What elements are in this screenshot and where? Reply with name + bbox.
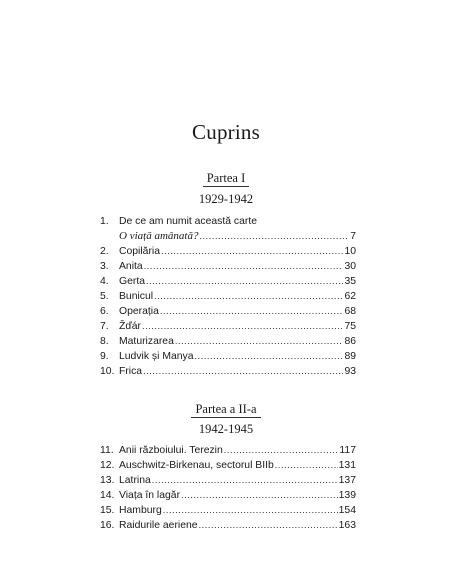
toc-entry-page: 117 bbox=[339, 445, 356, 456]
toc-entry-number: 13. bbox=[100, 475, 115, 486]
leader-dots bbox=[142, 319, 343, 334]
toc-entry-number: 7. bbox=[100, 321, 109, 332]
toc-entry-3[interactable] bbox=[100, 259, 356, 274]
toc-entry-number: 8. bbox=[100, 336, 109, 347]
leader-dots bbox=[199, 229, 349, 244]
toc-entry-label: Latrina bbox=[119, 475, 151, 486]
toc-entry-label-italic: O viață amânată? bbox=[119, 230, 199, 242]
toc-entry-number: 14. bbox=[100, 490, 115, 501]
part-1-years: 1929-1942 bbox=[198, 192, 254, 206]
toc-entry-9[interactable] bbox=[100, 349, 356, 364]
toc-entry-page: 7 bbox=[350, 231, 356, 242]
leader-dots bbox=[144, 259, 344, 274]
toc-entry-number: 11. bbox=[100, 445, 114, 456]
toc-entry-page: 89 bbox=[344, 351, 356, 362]
toc-part-2 bbox=[100, 443, 356, 533]
toc-entry-1[interactable] bbox=[100, 229, 356, 244]
toc-entry-label: Hamburg bbox=[119, 505, 162, 516]
toc-entry-page: 68 bbox=[344, 306, 356, 317]
leader-dots bbox=[160, 304, 344, 319]
toc-entry-8[interactable] bbox=[100, 334, 356, 349]
toc-entry-label: Operația bbox=[119, 306, 159, 317]
part-2-title-text: Partea a II-a bbox=[191, 402, 260, 418]
toc-entry-number: 9. bbox=[100, 351, 109, 362]
toc-entry-page: 154 bbox=[338, 505, 356, 516]
leader-dots bbox=[195, 349, 344, 364]
toc-entry-label: Žďár bbox=[119, 321, 141, 332]
toc-entry-11[interactable] bbox=[100, 443, 356, 458]
leader-dots bbox=[146, 274, 343, 289]
toc-entry-number: 15. bbox=[100, 505, 115, 516]
toc-entry-number: 2. bbox=[100, 246, 109, 257]
toc-entry-label: Ludvik și Manya bbox=[119, 351, 194, 362]
toc-entry-label: Raidurile aeriene bbox=[119, 520, 198, 531]
leader-dots bbox=[181, 488, 338, 503]
toc-entry-7[interactable] bbox=[100, 319, 356, 334]
toc-entry-5[interactable] bbox=[100, 289, 356, 304]
toc-entry-page: 75 bbox=[344, 321, 356, 332]
toc-entry-label: Maturizarea bbox=[119, 336, 174, 347]
toc-entry-page: 131 bbox=[338, 460, 356, 471]
part-1-title bbox=[0, 171, 452, 187]
toc-entry-page: 30 bbox=[344, 261, 356, 272]
toc-entry-label: Frica bbox=[119, 366, 143, 377]
toc-entry-label: Viața în lagăr bbox=[119, 490, 181, 501]
toc-entry-label: Gerta bbox=[119, 276, 145, 287]
toc-entry-page: 93 bbox=[344, 366, 356, 377]
leader-dots bbox=[199, 518, 338, 533]
page-title: Cuprins bbox=[192, 120, 260, 144]
toc-entry-1-heading[interactable] bbox=[100, 214, 356, 229]
leader-dots bbox=[163, 503, 338, 518]
toc-entry-number: 3. bbox=[100, 261, 109, 272]
part-1-title-text: Partea I bbox=[203, 171, 250, 187]
leader-dots bbox=[175, 334, 344, 349]
toc-entry-number: 16. bbox=[100, 520, 115, 531]
toc-entry-16[interactable] bbox=[100, 518, 356, 533]
toc-entry-page: 139 bbox=[338, 490, 356, 501]
toc-entry-page: 163 bbox=[338, 520, 356, 531]
leader-dots bbox=[161, 244, 343, 259]
leader-dots bbox=[154, 289, 343, 304]
toc-entry-label: Anii războiului. Terezin bbox=[119, 445, 223, 456]
toc-entry-14[interactable] bbox=[100, 488, 356, 503]
leader-dots bbox=[224, 443, 339, 458]
toc-entry-label: Auschwitz-Birkenau, sectorul BIIb bbox=[119, 460, 274, 471]
toc-entry-label: Copilăria bbox=[119, 246, 161, 257]
toc-entry-6[interactable] bbox=[100, 304, 356, 319]
part-2-years: 1942-1945 bbox=[198, 422, 254, 436]
leader-dots bbox=[275, 458, 338, 473]
leader-dots bbox=[152, 473, 338, 488]
toc-entry-label: De ce am numit această carte bbox=[119, 216, 258, 227]
toc-entry-number: 10. bbox=[100, 366, 115, 377]
toc-entry-12[interactable] bbox=[100, 458, 356, 473]
toc-entry-number: 5. bbox=[100, 291, 109, 302]
leader-dots bbox=[143, 364, 343, 379]
toc-part-1 bbox=[100, 214, 356, 379]
toc-entry-number: 1. bbox=[100, 216, 109, 227]
toc-entry-13[interactable] bbox=[100, 473, 356, 488]
toc-entry-number: 12. bbox=[100, 460, 115, 471]
toc-entry-page: 137 bbox=[338, 475, 356, 486]
toc-entry-2[interactable] bbox=[100, 244, 356, 259]
toc-entry-page: 62 bbox=[344, 291, 356, 302]
toc-entry-4[interactable] bbox=[100, 274, 356, 289]
toc-entry-page: 35 bbox=[344, 276, 356, 287]
toc-entry-label: Bunicul bbox=[119, 291, 154, 302]
toc-entry-15[interactable] bbox=[100, 503, 356, 518]
toc-entry-number: 4. bbox=[100, 276, 109, 287]
part-2-title bbox=[0, 402, 452, 418]
toc-entry-page: 10 bbox=[344, 246, 356, 257]
toc-entry-10[interactable] bbox=[100, 364, 356, 379]
toc-entry-number: 6. bbox=[100, 306, 109, 317]
toc-entry-page: 86 bbox=[344, 336, 356, 347]
toc-entry-label: Anita bbox=[119, 261, 143, 272]
